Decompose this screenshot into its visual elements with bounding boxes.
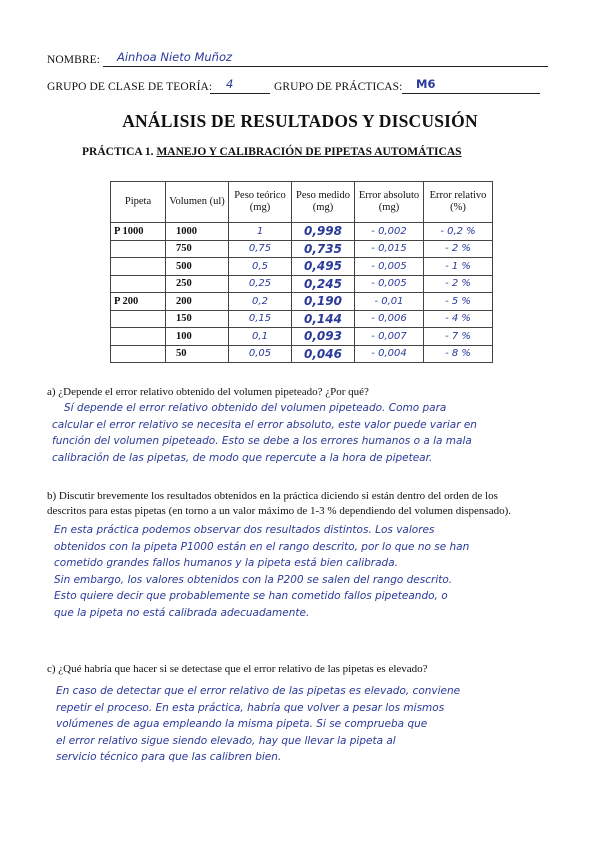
cell-pipeta <box>111 258 166 276</box>
cell-absoluto-value: - 0,005 <box>371 260 407 272</box>
cell-absoluto <box>355 328 424 346</box>
cell-teorico <box>229 275 292 293</box>
answer-line: obtenidos con la pipeta P1000 están en el rango descrito, por lo que no se han <box>54 540 470 553</box>
table-row <box>111 293 493 311</box>
answer-line: En esta práctica podemos observar dos resultados distintos. Los valores <box>54 524 435 536</box>
header-error-absoluto: Error absoluto (mg) <box>355 182 424 223</box>
cell-relativo-value: - 2 % <box>445 278 471 290</box>
cell-teorico-value: 0,5 <box>252 260 268 272</box>
table-row <box>111 328 493 346</box>
cell-pipeta <box>111 275 166 293</box>
cell-absoluto-value: - 0,002 <box>371 225 407 237</box>
cell-relativo <box>424 223 493 241</box>
cell-relativo-value: - 7 % <box>445 330 471 342</box>
cell-volumen: 250 <box>166 275 229 293</box>
subtitle-prefix: PRÁCTICA 1. <box>82 146 154 158</box>
header-pipeta: Pipeta <box>111 182 166 223</box>
cell-pipeta <box>111 240 166 258</box>
cell-medido <box>292 223 355 241</box>
cell-medido-value: 0,998 <box>304 224 342 239</box>
answer-line: repetir el proceso. En esta práctica, habría que volver a pesar los mismos <box>56 701 445 714</box>
answer-line: volúmenes de agua empleando la misma pipeta. Si se comprueba que <box>56 718 428 730</box>
answer-line: cometido grandes fallos humanos y la pipeta está bien calibrada. <box>54 557 398 569</box>
cell-relativo-value: - 8 % <box>445 348 471 360</box>
answer-b <box>54 522 469 621</box>
cell-relativo <box>424 258 493 276</box>
cell-volumen: 500 <box>166 258 229 276</box>
answer-line: Esto quiere decir que probablemente se han cometido fallos pipeteando, o <box>54 590 448 602</box>
question-b-line1: b) Discutir brevemente los resultados obtenidos en la práctica diciendo si están dentro del orden de los <box>47 490 498 502</box>
cell-medido-value: 0,046 <box>304 346 342 361</box>
cell-absoluto <box>355 240 424 258</box>
answer-c <box>56 683 460 766</box>
cell-medido <box>292 275 355 293</box>
cell-relativo <box>424 310 493 328</box>
grupo-practicas-value: M6 <box>416 77 436 91</box>
answer-line: función del volumen pipeteado. Esto se debe a los errores humanos o a la mala <box>52 435 472 447</box>
cell-absoluto-value: - 0,006 <box>371 313 407 325</box>
cell-medido <box>292 240 355 258</box>
cell-teorico-value: 0,25 <box>248 278 272 290</box>
cell-absoluto <box>355 293 424 311</box>
cell-teorico-value: 1 <box>256 225 264 237</box>
cell-relativo-value: - 4 % <box>445 313 471 325</box>
cell-relativo <box>424 240 493 258</box>
answer-line: que la pipeta no está calibrada adecuadamente. <box>54 606 310 619</box>
answer-line: servicio técnico para que las calibren bien. <box>56 751 282 763</box>
grupo-practicas-label: GRUPO DE PRÁCTICAS: <box>274 81 403 93</box>
cell-volumen: 50 <box>166 345 229 363</box>
cell-absoluto <box>355 258 424 276</box>
question-b-line2: descritos para estas pipetas (en torno a un valor máximo de 1-3 % dependiendo del volumen dispensado). <box>47 505 512 517</box>
cell-medido-value: 0,144 <box>304 311 342 326</box>
header-peso-medido: Peso medido (mg) <box>292 182 355 223</box>
page-title: ANÁLISIS DE RESULTADOS Y DISCUSIÓN <box>122 111 478 131</box>
cell-medido <box>292 345 355 363</box>
answer-line: el error relativo sigue siendo elevado, hay que llevar la pipeta al <box>56 734 396 747</box>
cell-absoluto <box>355 345 424 363</box>
cell-pipeta <box>111 328 166 346</box>
cell-medido <box>292 310 355 328</box>
answer-line: En caso de detectar que el error relativo de las pipetas es elevado, conviene <box>56 685 461 697</box>
table-row <box>111 345 493 363</box>
results-table <box>110 181 493 363</box>
cell-pipeta: P 1000 <box>111 223 166 241</box>
grupo-practicas-field <box>402 77 540 94</box>
cell-teorico-value: 0,2 <box>252 295 268 307</box>
cell-absoluto <box>355 275 424 293</box>
nombre-value: Ainhoa Nieto Muñoz <box>117 50 233 64</box>
cell-teorico-value: 0,15 <box>248 313 272 325</box>
cell-medido-value: 0,495 <box>304 259 342 274</box>
cell-relativo <box>424 345 493 363</box>
cell-absoluto-value: - 0,004 <box>371 348 407 360</box>
cell-medido <box>292 293 355 311</box>
cell-volumen: 100 <box>166 328 229 346</box>
grupo-teoria-value: 4 <box>226 77 234 91</box>
cell-teorico-value: 0,1 <box>252 330 268 342</box>
cell-volumen: 750 <box>166 240 229 258</box>
cell-pipeta <box>111 345 166 363</box>
cell-pipeta: P 200 <box>111 293 166 311</box>
cell-medido <box>292 258 355 276</box>
cell-teorico <box>229 328 292 346</box>
question-a: a) ¿Depende el error relativo obtenido del volumen pipeteado? ¿Por qué? <box>47 386 369 398</box>
cell-absoluto-value: - 0,015 <box>371 243 407 255</box>
table-row <box>111 258 493 276</box>
header-error-relativo: Error relativo (%) <box>424 182 493 223</box>
nombre-field <box>103 50 548 67</box>
cell-teorico <box>229 223 292 241</box>
cell-teorico <box>229 310 292 328</box>
answer-line: calibración de las pipetas, de modo que repercute a la hora de pipetear. <box>52 451 433 464</box>
cell-medido-value: 0,245 <box>304 276 342 291</box>
cell-medido <box>292 328 355 346</box>
question-c: c) ¿Qué habría que hacer si se detectase que el error relativo de las pipetas es elevado? <box>47 663 428 675</box>
subtitle-main: MANEJO Y CALIBRACIÓN DE PIPETAS AUTOMÁTICAS <box>156 146 462 158</box>
cell-teorico <box>229 258 292 276</box>
table-row <box>111 240 493 258</box>
cell-relativo <box>424 293 493 311</box>
table-row <box>111 310 493 328</box>
cell-relativo <box>424 328 493 346</box>
header-volumen: Volumen (ul) <box>166 182 229 223</box>
cell-relativo-value: - 0,2 % <box>440 225 476 237</box>
cell-teorico-value: 0,75 <box>248 243 272 255</box>
cell-absoluto <box>355 310 424 328</box>
cell-absoluto-value: - 0,01 <box>374 295 404 307</box>
cell-absoluto-value: - 0,005 <box>371 278 407 290</box>
answer-line: calcular el error relativo se necesita el error absoluto, este valor puede variar en <box>52 418 477 431</box>
cell-teorico <box>229 240 292 258</box>
cell-medido-value: 0,735 <box>304 241 342 256</box>
cell-relativo <box>424 275 493 293</box>
cell-medido-value: 0,190 <box>304 294 342 309</box>
answer-a <box>52 400 477 466</box>
answer-line: Sí depende el error relativo obtenido del volumen pipeteado. Como para <box>64 402 447 414</box>
cell-absoluto-value: - 0,007 <box>371 330 407 342</box>
cell-relativo-value: - 2 % <box>445 243 471 255</box>
cell-teorico-value: 0,05 <box>248 348 272 360</box>
table-header-row <box>111 182 493 223</box>
grupo-teoria-label: GRUPO DE CLASE DE TEORÍA: <box>47 81 213 93</box>
practice-subtitle <box>82 146 462 158</box>
grupo-teoria-field <box>210 77 270 94</box>
cell-teorico <box>229 293 292 311</box>
cell-volumen: 150 <box>166 310 229 328</box>
cell-relativo-value: - 1 % <box>445 260 471 272</box>
cell-relativo-value: - 5 % <box>445 295 471 307</box>
table-row <box>111 275 493 293</box>
cell-teorico <box>229 345 292 363</box>
answer-line: Sin embargo, los valores obtenidos con la P200 se salen del rango descrito. <box>54 573 453 586</box>
cell-medido-value: 0,093 <box>304 329 342 344</box>
table-row <box>111 223 493 241</box>
nombre-label: NOMBRE: <box>47 54 101 66</box>
cell-absoluto <box>355 223 424 241</box>
cell-volumen: 200 <box>166 293 229 311</box>
cell-pipeta <box>111 310 166 328</box>
header-peso-teorico: Peso teórico (mg) <box>229 182 292 223</box>
cell-volumen: 1000 <box>166 223 229 241</box>
